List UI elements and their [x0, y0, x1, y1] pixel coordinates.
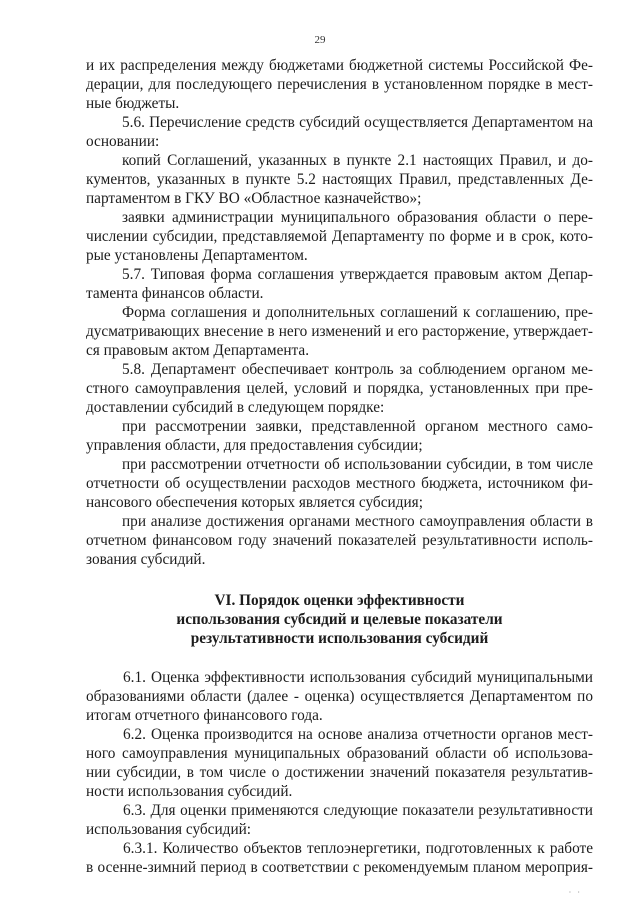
paragraph-review-application [86, 417, 593, 455]
text-line: копий Соглашений, указанных в пункте 2.1 настоящих Правил, и до- [122, 152, 593, 169]
text-line: использования субсидий: [86, 821, 252, 838]
text-line: кументов, указанных в пункте 5.2 настоящих Правил, представленных Де- [86, 171, 593, 188]
text-line: в осенне-зимний период в соответствии с рекомендуемым планом мероприя- [86, 859, 593, 876]
paragraph-6-1 [86, 668, 593, 725]
text-line: 6.3.1. Количество объектов теплоэнергетики, подготовленных к работе [123, 840, 593, 857]
document-body [86, 56, 593, 877]
text-line: заявки администрации муниципального образования области о пере- [122, 209, 593, 226]
paragraph-application [86, 208, 593, 265]
text-line: управления области, для предоставления субсидии; [86, 437, 423, 454]
text-line: нансового обеспечения которых является субсидия; [86, 494, 423, 511]
paragraph-5-6 [86, 113, 593, 151]
text-line: доставлении субсидий в следующем порядке: [86, 399, 385, 416]
paragraph-review-reporting [86, 455, 593, 512]
scan-mark: · · [568, 888, 582, 897]
text-line: 6.3. Для оценки применяются следующие показатели результативности [123, 802, 593, 819]
text-line: 5.8. Департамент обеспечивает контроль за соблюдением органом ме- [122, 361, 593, 378]
text-line: дусматривающих внесение в него изменений и его расторжение, утверждает- [86, 323, 593, 340]
text-line: ные бюджеты. [86, 95, 180, 112]
text-line: числении субсидии, представляемой Департаменту по форме и в срок, кото- [86, 228, 593, 245]
text-line: ся правовым актом Департамента. [86, 342, 310, 359]
text-line: нии субсидии, в том числе о достижении значений показателя результатив- [86, 764, 593, 781]
paragraph-analysis [86, 512, 593, 569]
text-line: при рассмотрении заявки, представленной органом местного само- [122, 418, 593, 435]
paragraph-agreement-form [86, 303, 593, 360]
text-line: 5.6. Перечисление средств субсидий осуществляется Департаментом на [122, 114, 593, 131]
heading-line: результативности использования субсидий [190, 630, 489, 647]
heading-line: VI. Порядок оценки эффективности [214, 592, 465, 609]
text-line: образованиями области (далее - оценка) осуществляется Департаментом по [86, 688, 593, 705]
paragraph-6-2 [86, 725, 593, 801]
paragraph-5-8 [86, 360, 593, 417]
text-line: рые установлены Департаментом. [86, 247, 308, 264]
text-line: итогам отчетного финансового года. [86, 707, 323, 724]
text-line: 5.7. Типовая форма соглашения утверждается правовым актом Депар- [122, 266, 593, 283]
text-line: зования субсидий. [86, 551, 206, 568]
heading-line: использования субсидий и целевые показатели [176, 611, 503, 628]
paragraph-5-7 [86, 265, 593, 303]
text-line: 6.2. Оценка производится на основе анализа отчетности органов мест- [123, 726, 593, 743]
text-line: ности использования субсидий. [86, 783, 293, 800]
text-line: отчетном финансовом году значений показателей результативности исполь- [86, 532, 593, 549]
text-line: тамента финансов области. [86, 285, 264, 302]
text-line: дерации, для последующего перечисления в установленном порядке в мест- [86, 76, 593, 93]
text-line: партаментом в ГКУ ВО «Областное казначейство»; [86, 190, 422, 207]
text-line: стного самоуправления целей, условий и порядка, установленных при пре- [86, 380, 593, 397]
text-line: и их распределения между бюджетами бюджетной системы Российской Фе- [86, 57, 593, 74]
paragraph-6-3-1 [86, 839, 593, 877]
paragraph-copies [86, 151, 593, 208]
text-line: 6.1. Оценка эффективности использования субсидий муниципальными [123, 669, 593, 686]
text-line: Форма соглашения и дополнительных соглашений к соглашению, пре- [122, 304, 593, 321]
page-number: 29 [314, 34, 326, 46]
text-line: при анализе достижения органами местного самоуправления области в [122, 513, 593, 530]
section-heading [86, 591, 593, 648]
paragraph-6-3 [86, 801, 593, 839]
paragraph-continuation [86, 56, 593, 113]
text-line: при рассмотрении отчетности об использовании субсидии, в том числе [122, 456, 593, 473]
text-line: ного самоуправления муниципальных образований области об использова- [86, 745, 593, 762]
text-line: отчетности об осуществлении расходов местного бюджета, источником фи- [86, 475, 593, 492]
text-line: основании: [86, 133, 160, 150]
